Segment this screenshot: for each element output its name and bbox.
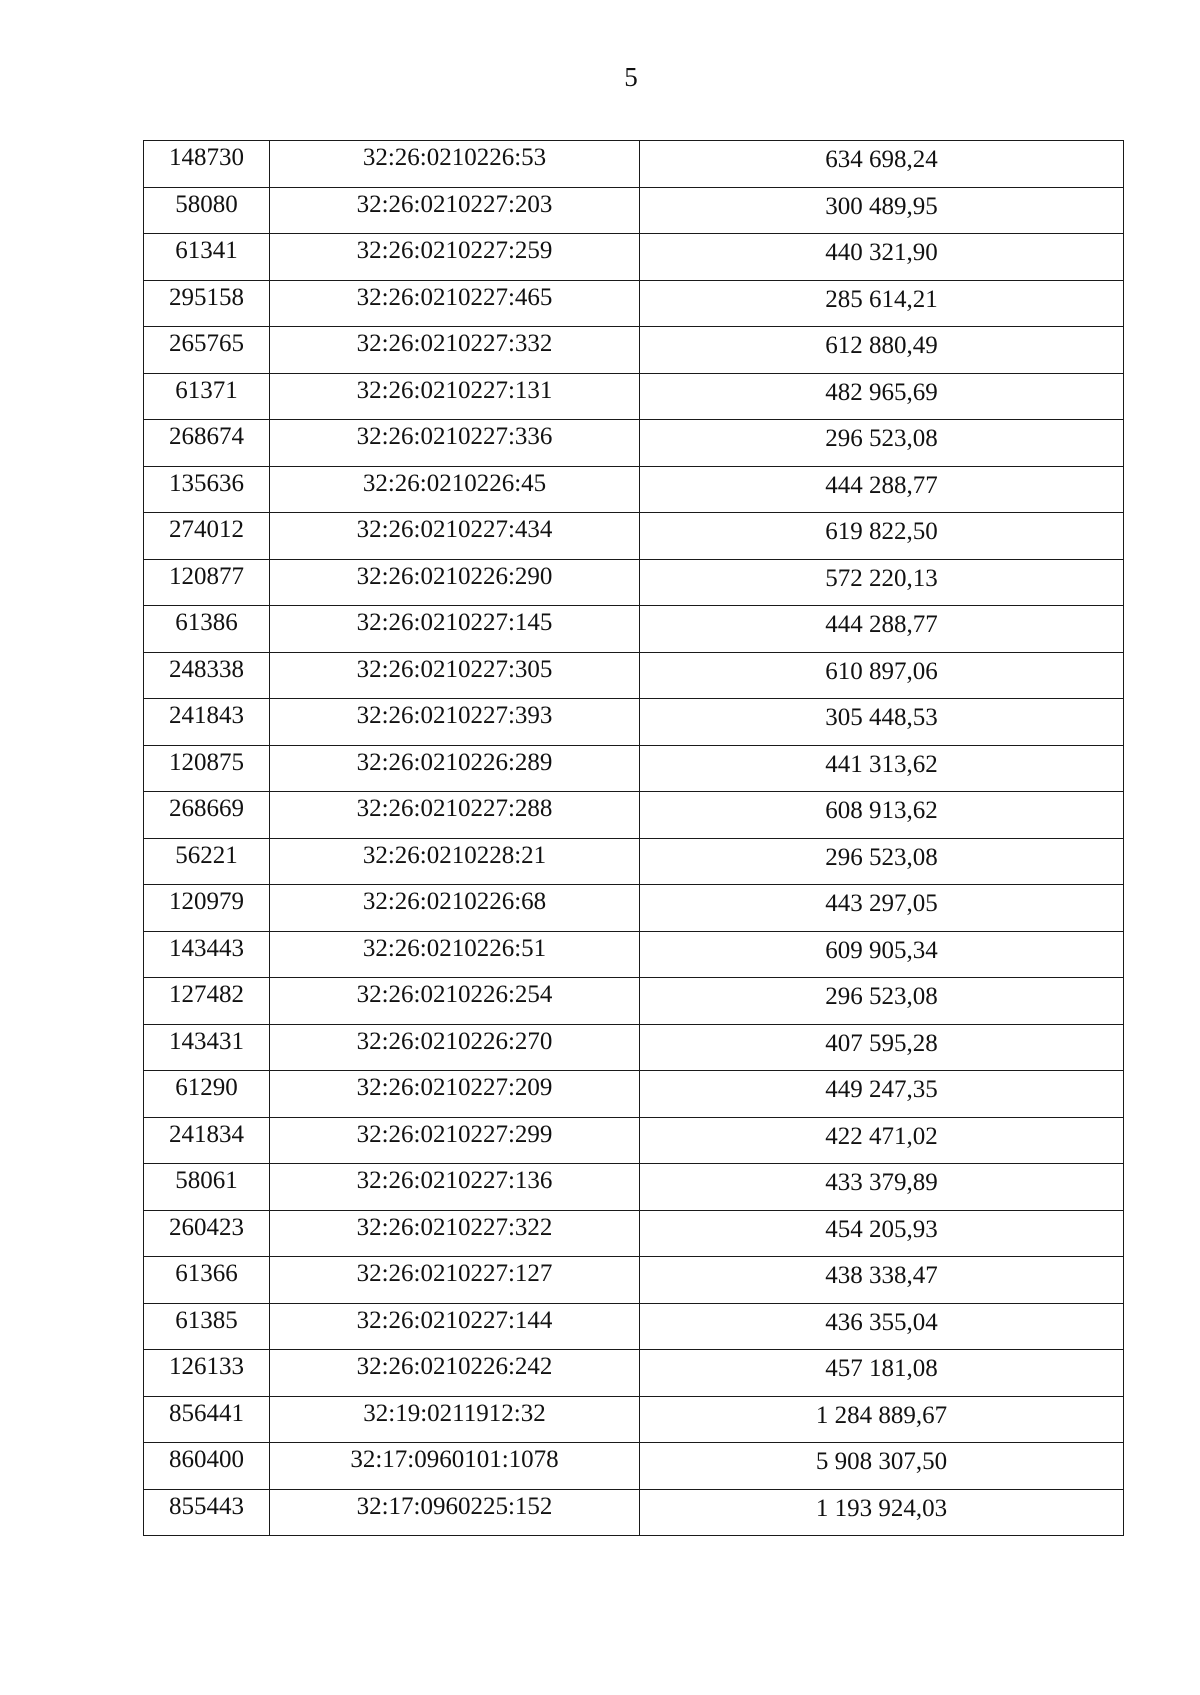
cadastral-number-cell: 32:26:0210227:299 [270,1117,640,1164]
row-id-cell: 120877 [144,559,270,606]
value-cell: 5 908 307,50 [640,1443,1124,1490]
row-id-cell: 58061 [144,1164,270,1211]
value-cell: 608 913,62 [640,792,1124,839]
row-id-cell: 143431 [144,1024,270,1071]
row-id-cell: 61366 [144,1257,270,1304]
row-id-cell: 120875 [144,745,270,792]
row-id-cell: 61385 [144,1303,270,1350]
row-id-cell: 126133 [144,1350,270,1397]
value-cell: 1 284 889,67 [640,1396,1124,1443]
cadastral-number-cell: 32:26:0210227:131 [270,373,640,420]
row-id-cell: 856441 [144,1396,270,1443]
table-row [144,280,1124,327]
cadastral-number-cell: 32:26:0210226:53 [270,141,640,188]
table-row [144,1024,1124,1071]
value-cell: 300 489,95 [640,187,1124,234]
value-cell: 422 471,02 [640,1117,1124,1164]
table-row [144,559,1124,606]
value-cell: 285 614,21 [640,280,1124,327]
row-id-cell: 120979 [144,885,270,932]
table-row [144,885,1124,932]
table-row [144,1489,1124,1536]
row-id-cell: 260423 [144,1210,270,1257]
table-row [144,327,1124,374]
table-row [144,1117,1124,1164]
row-id-cell: 248338 [144,652,270,699]
cadastral-number-cell: 32:26:0210226:51 [270,931,640,978]
row-id-cell: 295158 [144,280,270,327]
cadastral-number-cell: 32:26:0210226:289 [270,745,640,792]
value-cell: 454 205,93 [640,1210,1124,1257]
value-cell: 436 355,04 [640,1303,1124,1350]
value-cell: 457 181,08 [640,1350,1124,1397]
row-id-cell: 268669 [144,792,270,839]
cadastral-number-cell: 32:26:0210227:322 [270,1210,640,1257]
table-row [144,838,1124,885]
cadastral-number-cell: 32:26:0210227:209 [270,1071,640,1118]
value-cell: 610 897,06 [640,652,1124,699]
table-row [144,606,1124,653]
cadastral-number-cell: 32:26:0210226:68 [270,885,640,932]
table-row [144,745,1124,792]
value-cell: 296 523,08 [640,838,1124,885]
row-id-cell: 58080 [144,187,270,234]
table-row [144,187,1124,234]
cadastral-number-cell: 32:26:0210227:465 [270,280,640,327]
row-id-cell: 265765 [144,327,270,374]
table-container [143,140,1123,1536]
table-row [144,1396,1124,1443]
cadastral-number-cell: 32:17:0960225:152 [270,1489,640,1536]
value-cell: 619 822,50 [640,513,1124,560]
row-id-cell: 241843 [144,699,270,746]
cadastral-number-cell: 32:26:0210227:434 [270,513,640,560]
cadastral-number-cell: 32:26:0210226:254 [270,978,640,1025]
value-cell: 296 523,08 [640,978,1124,1025]
cadastral-number-cell: 32:26:0210227:203 [270,187,640,234]
value-cell: 443 297,05 [640,885,1124,932]
table-row [144,652,1124,699]
value-cell: 444 288,77 [640,466,1124,513]
cadastral-number-cell: 32:26:0210226:270 [270,1024,640,1071]
table-row [144,792,1124,839]
cadastral-number-cell: 32:19:0211912:32 [270,1396,640,1443]
cadastral-number-cell: 32:26:0210227:145 [270,606,640,653]
row-id-cell: 135636 [144,466,270,513]
table-row [144,466,1124,513]
cadastral-number-cell: 32:26:0210226:290 [270,559,640,606]
value-cell: 440 321,90 [640,234,1124,281]
value-cell: 305 448,53 [640,699,1124,746]
row-id-cell: 127482 [144,978,270,1025]
row-id-cell: 56221 [144,838,270,885]
row-id-cell: 241834 [144,1117,270,1164]
table-row [144,931,1124,978]
value-cell: 572 220,13 [640,559,1124,606]
table-row [144,699,1124,746]
cadastral-number-cell: 32:26:0210227:305 [270,652,640,699]
row-id-cell: 855443 [144,1489,270,1536]
cadastral-number-cell: 32:26:0210227:144 [270,1303,640,1350]
table-row [144,1071,1124,1118]
value-cell: 296 523,08 [640,420,1124,467]
cadastral-number-cell: 32:26:0210227:136 [270,1164,640,1211]
cadastral-number-cell: 32:26:0210227:288 [270,792,640,839]
value-cell: 612 880,49 [640,327,1124,374]
value-cell: 634 698,24 [640,141,1124,188]
cadastral-number-cell: 32:26:0210227:127 [270,1257,640,1304]
table-row [144,978,1124,1025]
value-cell: 407 595,28 [640,1024,1124,1071]
row-id-cell: 143443 [144,931,270,978]
cadastral-number-cell: 32:26:0210227:336 [270,420,640,467]
table-row [144,1350,1124,1397]
table-row [144,234,1124,281]
row-id-cell: 61386 [144,606,270,653]
table-row [144,420,1124,467]
row-id-cell: 148730 [144,141,270,188]
cadastral-number-cell: 32:26:0210226:45 [270,466,640,513]
cadastral-number-cell: 32:26:0210226:242 [270,1350,640,1397]
value-cell: 433 379,89 [640,1164,1124,1211]
value-cell: 444 288,77 [640,606,1124,653]
value-cell: 1 193 924,03 [640,1489,1124,1536]
row-id-cell: 860400 [144,1443,270,1490]
value-cell: 441 313,62 [640,745,1124,792]
table-row [144,373,1124,420]
row-id-cell: 274012 [144,513,270,560]
row-id-cell: 268674 [144,420,270,467]
parcel-table [143,140,1124,1536]
value-cell: 482 965,69 [640,373,1124,420]
table-row [144,1443,1124,1490]
row-id-cell: 61371 [144,373,270,420]
table-row [144,513,1124,560]
table-row [144,141,1124,188]
table-row [144,1257,1124,1304]
row-id-cell: 61341 [144,234,270,281]
value-cell: 438 338,47 [640,1257,1124,1304]
row-id-cell: 61290 [144,1071,270,1118]
table-row [144,1164,1124,1211]
cadastral-number-cell: 32:26:0210227:259 [270,234,640,281]
cadastral-number-cell: 32:26:0210227:332 [270,327,640,374]
cadastral-number-cell: 32:26:0210227:393 [270,699,640,746]
table-row [144,1303,1124,1350]
cadastral-number-cell: 32:17:0960101:1078 [270,1443,640,1490]
cadastral-number-cell: 32:26:0210228:21 [270,838,640,885]
page-number: 5 [624,62,638,92]
table-row [144,1210,1124,1257]
table-body [144,141,1124,1536]
value-cell: 609 905,34 [640,931,1124,978]
value-cell: 449 247,35 [640,1071,1124,1118]
